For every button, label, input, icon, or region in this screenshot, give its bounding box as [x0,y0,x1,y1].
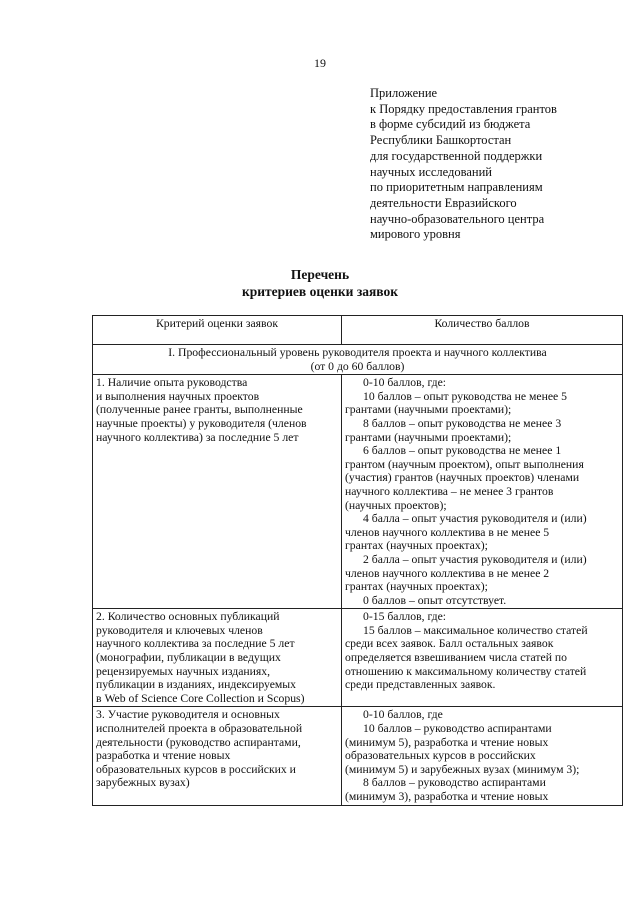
appendix-line: научных исследований [370,164,492,179]
criterion-line: зарубежных вузах) [96,776,190,790]
appendix-line: Приложение [370,86,438,100]
criterion-line: образовательных курсов в российских и [96,762,296,776]
column-header-points: Количество баллов [342,316,623,345]
points-line: 8 баллов – опыт руководства не менее 3 [363,416,562,430]
title-line: Перечень [290,267,350,282]
criterion-line: публикации в изданиях, индексируемых [96,678,296,692]
points-line: (участия) грантов (научных проектов) членами [345,471,580,485]
points-line: (минимум 5), разработка и чтение новых [345,735,549,749]
points-line: 0 баллов – опыт отсутствует. [363,593,507,607]
points-cell [342,375,623,609]
points-line: 0-10 баллов, где [363,708,443,722]
points-line: грантами (научными проектами); [345,403,512,417]
criterion-line: руководителя и ключевых членов [96,623,263,637]
points-line: членов научного коллектива в не менее 2 [345,566,550,580]
appendix-line: научно-образовательного центра [370,211,545,226]
section-line: (от 0 до 60 баллов) [310,359,405,373]
criterion-cell [93,707,342,805]
section-heading [93,345,623,375]
table-row [93,609,623,707]
criterion-line: в Web of Science Core Collection и Scopus) [96,691,305,705]
criterion-line: 2. Количество основных публикаций [96,610,280,624]
points-line: научного коллектива – не менее 3 грантов [345,484,554,498]
document-title [0,266,640,300]
section-line: I. Профессиональный уровень руководителя проекта и научного коллектива [168,346,547,359]
points-line: 10 баллов – руководство аспирантами [363,722,552,736]
section-row [93,345,623,375]
appendix-line: по приоритетным направлениям [370,180,543,195]
appendix-header [370,86,610,243]
points-line: образовательных курсов в российских [345,749,536,763]
criterion-cell [93,375,342,609]
criterion-line: разработка и чтение новых [96,749,231,763]
table-header-row [93,316,623,345]
criterion-line: 3. Участие руководителя и основных [96,708,280,722]
criterion-cell [93,609,342,707]
points-line: отношению к максимальному количеству статей [345,664,587,678]
points-line: 0-15 баллов, где: [363,610,447,624]
points-line: 6 баллов – опыт руководства не менее 1 [363,444,562,458]
points-line: (научных проектов); [345,498,447,512]
points-line: среди всех заявок. Балл остальных заявок [345,637,554,651]
points-line: 2 балла – опыт участия руководителя и (или) [363,552,587,566]
criterion-line: (монографии, публикации в ведущих [96,651,281,665]
points-line: членов научного коллектива в не менее 5 [345,525,550,539]
criterion-line: научные проекты) у руководителя (членов [96,416,307,430]
points-line: грантом (научным проектом), опыт выполнения [345,457,584,471]
points-line: 10 баллов – опыт руководства не менее 5 [363,389,568,403]
points-line: грантах (научных проектах); [345,539,488,553]
points-line: 8 баллов – руководство аспирантами [363,776,546,790]
points-line: среди представленных заявок. [345,678,496,692]
title-line: критериев оценки заявок [241,284,399,299]
points-line: грантах (научных проектах); [345,580,488,594]
points-line: 4 балла – опыт участия руководителя и (или) [363,512,587,526]
criterion-line: исполнителей проекта в образовательной [96,722,303,736]
points-cell [342,609,623,707]
appendix-line: к Порядку предоставления грантов [370,101,557,116]
points-cell [342,707,623,805]
points-line: грантами (научными проектами); [345,430,512,444]
appendix-line: мирового уровня [370,227,461,242]
criteria-table [92,315,623,806]
page-number: 19 [314,56,326,70]
points-line: (минимум 5) и зарубежных вузах (минимум 3); [345,762,580,776]
points-line: (минимум 3), разработка и чтение новых [345,790,549,803]
points-line: определяется взвешиванием числа статей по [345,651,567,665]
table-row [93,707,623,805]
appendix-line: Республики Башкортостан [370,133,512,148]
appendix-line: в форме субсидий из бюджета [370,117,531,132]
criterion-line: деятельности (руководство аспирантами, [96,735,301,749]
criterion-line: научного коллектива) за последние 5 лет [96,430,299,444]
appendix-line: для государственной поддержки [370,148,543,163]
column-header-criterion: Критерий оценки заявок [93,316,342,345]
criterion-line: рецензируемых научных изданиях, [96,664,271,678]
table-row [93,375,623,609]
points-line: 15 баллов – максимальное количество статей [363,623,588,637]
points-line: 0-10 баллов, где: [363,376,447,390]
criterion-line: (полученные ранее гранты, выполненные [96,403,303,417]
criterion-line: 1. Наличие опыта руководства [96,376,248,390]
appendix-line: деятельности Евразийского [370,195,517,210]
criterion-line: научного коллектива за последние 5 лет [96,637,295,651]
criterion-line: и выполнения научных проектов [96,389,260,403]
